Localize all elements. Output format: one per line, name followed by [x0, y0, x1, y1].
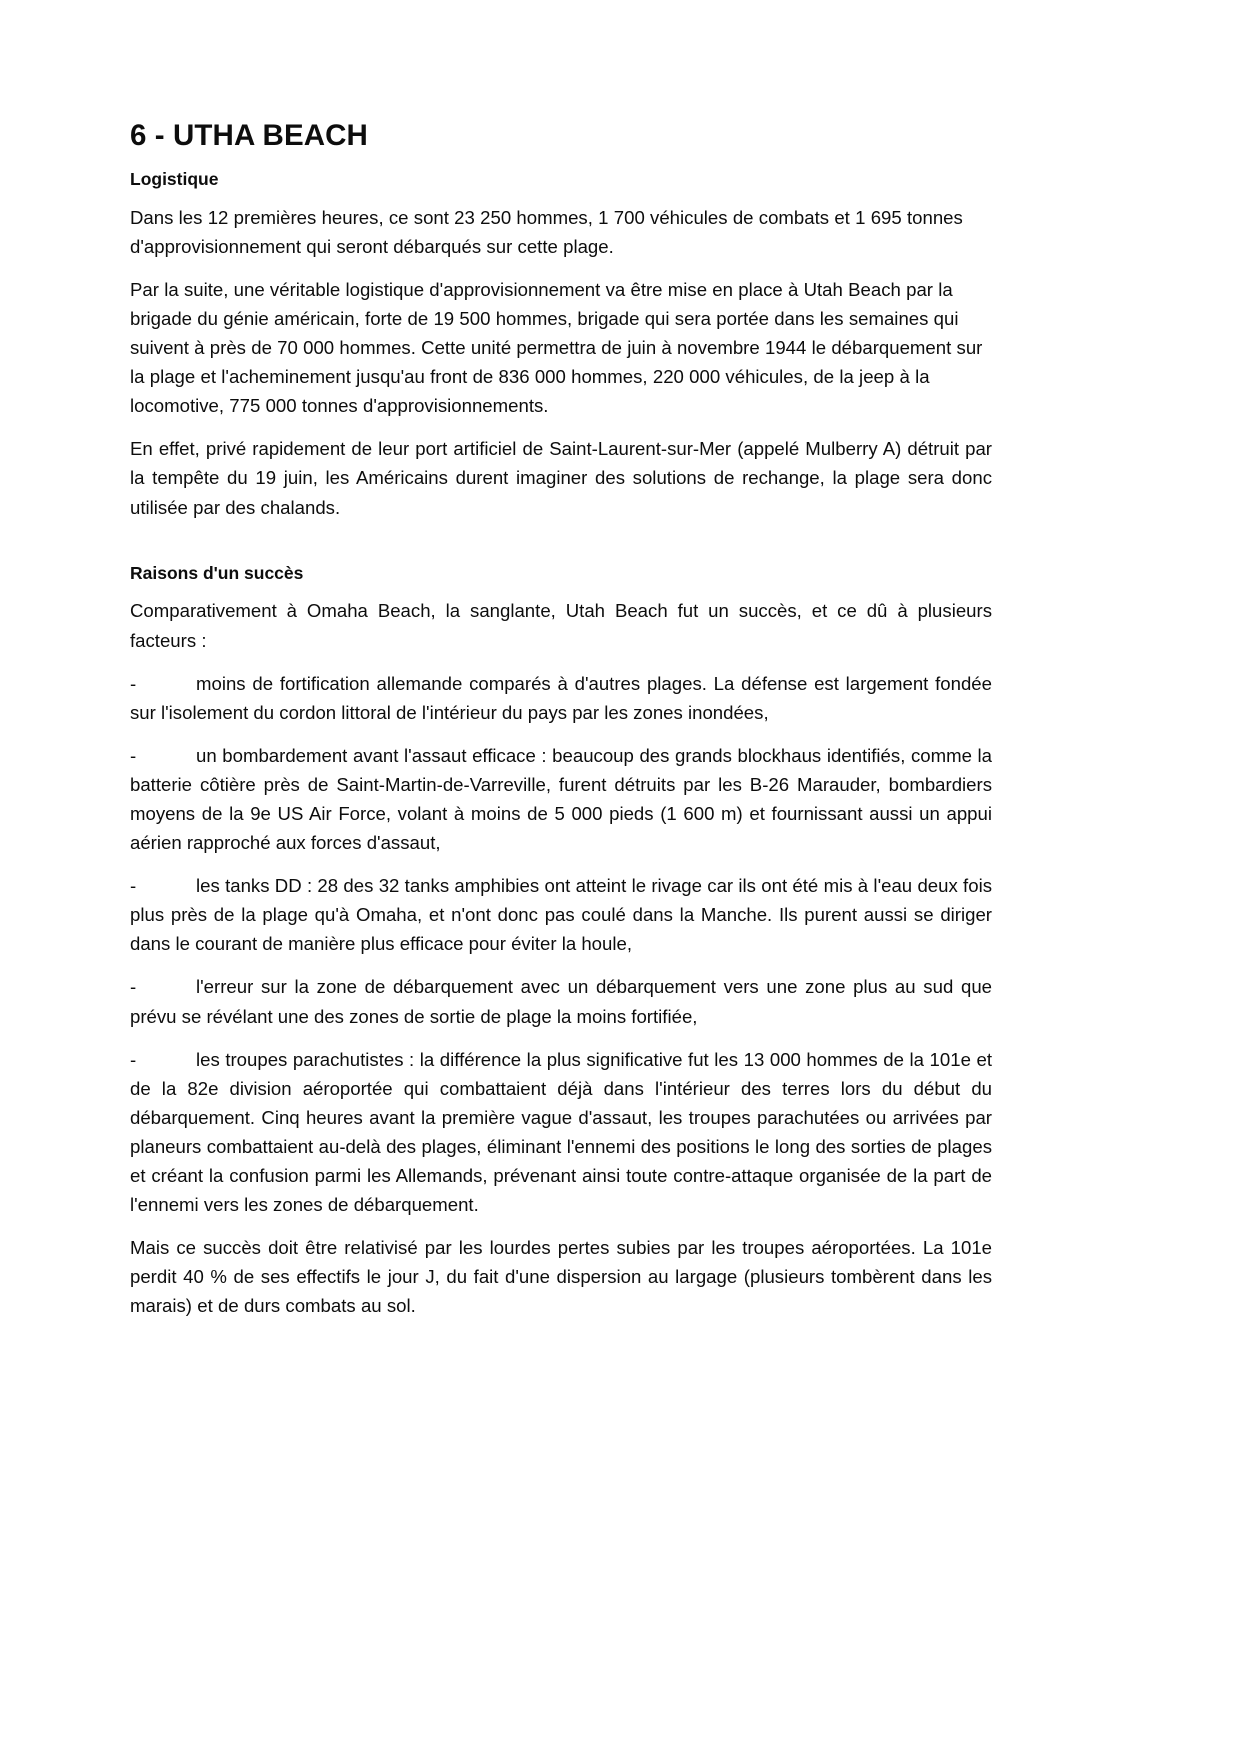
document-body: [130, 118, 992, 1320]
list-item-text: un bombardement avant l'assaut efficace : beaucoup des grands blockhaus identifiés, comme la batterie côtière près de Saint-Martin-de-Varreville, furent détruits par les B-26 Marauder, bombardiers moyens de la 9e US Air Force, volant à moins de 5 000 pieds (1 600 m) et fournissant aussi un appui aérien rapproché aux forces d'assaut,: [130, 744, 992, 854]
bullet-marker: -: [130, 672, 137, 694]
list-item: [130, 871, 992, 958]
paragraph-raisons-intro: Comparativement à Omaha Beach, la sanglante, Utah Beach fut un succès, et ce dû à plusieurs facteurs :: [130, 600, 992, 651]
bullet-marker: -: [130, 976, 137, 998]
paragraph-logistique-2: Par la suite, une véritable logistique d'approvisionnement va être mise en place à Utah Beach par la brigade du génie américain, forte de 19 500 hommes, brigade qui sera portée dans les semaines qui suivent à près de 70 000 hommes. Cette unité permettra de juin à novembre 1944 le débarquement sur la plage et l'acheminement jusqu'au front de 836 000 hommes, 220 000 véhicules, de la jeep à la locomotive, 775 000 tonnes d'approvisionnements.: [130, 278, 983, 417]
list-item-text: les troupes parachutistes : la différence la plus significative fut les 13 000 hommes de la 101e et de la 82e division aéroportée qui combattaient déjà dans l'intérieur des terres lors du début du débarquement. Cinq heures avant la première vague d'assaut, les troupes parachutées ou arrivées par planeurs combattaient au-delà des plages, éliminant l'ennemi des positions le long des sorties de plages et créant la confusion parmi les Allemands, prévenant ainsi toute contre-attaque organisée de la part de l'ennemi vers les zones de débarquement.: [130, 1048, 992, 1216]
section-heading-raisons: Raisons d'un succès: [130, 562, 304, 583]
bullet-marker: -: [130, 875, 137, 897]
list-item: [130, 741, 992, 857]
bullet-marker: -: [130, 1048, 137, 1070]
bullet-marker: -: [130, 744, 137, 766]
paragraph-raisons-closing: Mais ce succès doit être relativisé par les lourdes pertes subies par les troupes aéroportées. La 101e perdit 40 % de ses effectifs le jour J, du fait d'une dispersion au largage (plusieurs tombèrent dans les marais) et de durs combats au sol.: [130, 1237, 992, 1317]
paragraph-logistique-1: Dans les 12 premières heures, ce sont 23 250 hommes, 1 700 véhicules de combats et 1 695 tonnes d'approvisionnement qui seront débarqués sur cette plage.: [130, 206, 963, 257]
list-item-text: les tanks DD : 28 des 32 tanks amphibies ont atteint le rivage car ils ont été mis à l'eau deux fois plus près de la plage qu'à Omaha, et n'ont donc pas coulé dans la Manche. Ils purent aussi se diriger dans le courant de manière plus efficace pour éviter la houle,: [130, 875, 992, 955]
list-item: [130, 1045, 992, 1220]
list-item: [130, 972, 992, 1030]
section-heading-logistique: Logistique: [130, 168, 219, 189]
list-item: [130, 669, 992, 727]
paragraph-spacer: [130, 536, 992, 562]
paragraph-logistique-3: En effet, privé rapidement de leur port artificiel de Saint-Laurent-sur-Mer (appelé Mulberry A) détruit par la tempête du 19 juin, les Américains durent imaginer des solutions de rechange, la plage sera donc utilisée par des chalands.: [130, 438, 992, 518]
list-item-text: moins de fortification allemande comparés à d'autres plages. La défense est largement fondée sur l'isolement du cordon littoral de l'intérieur du pays par les zones inondées,: [130, 672, 992, 723]
page-title: 6 - UTHA BEACH: [130, 119, 368, 152]
list-item-text: l'erreur sur la zone de débarquement avec un débarquement vers une zone plus au sud que prévu se révélant une des zones de sortie de plage la moins fortifiée,: [130, 976, 992, 1027]
